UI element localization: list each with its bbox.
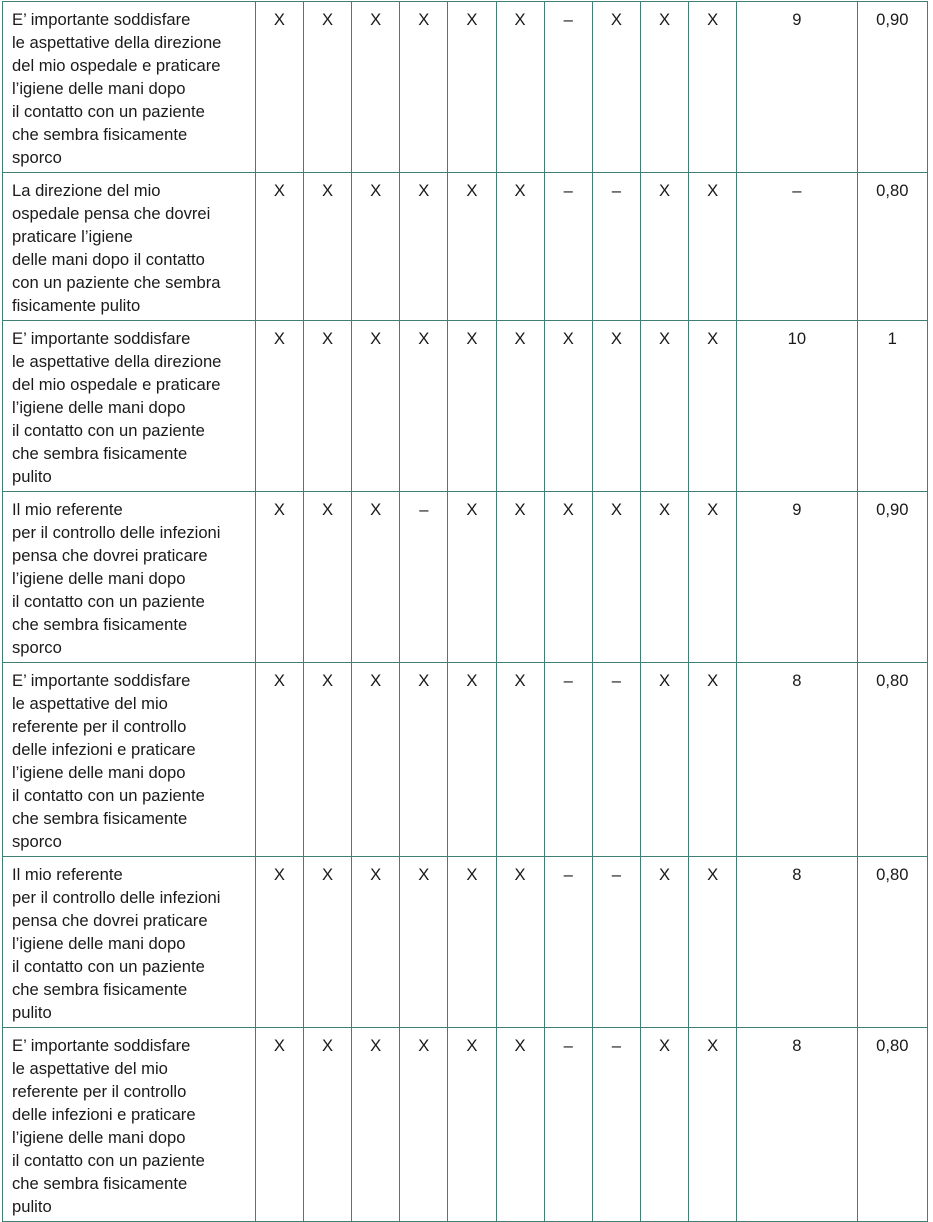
mark-cell: – [592, 1028, 640, 1222]
mark-cell: – [544, 173, 592, 321]
mark-cell: X [689, 857, 737, 1028]
ratio-cell: 0,80 [857, 857, 927, 1028]
mark-cell: X [400, 173, 448, 321]
mark-cell: X [640, 2, 688, 173]
mark-cell: X [448, 321, 496, 492]
mark-cell: X [303, 321, 351, 492]
mark-cell: X [689, 663, 737, 857]
total-cell: 8 [737, 1028, 857, 1222]
mark-cell: X [303, 2, 351, 173]
total-cell: 9 [737, 2, 857, 173]
mark-cell: X [640, 492, 688, 663]
mark-cell: X [640, 857, 688, 1028]
mark-cell: – [592, 173, 640, 321]
mark-cell: X [303, 492, 351, 663]
mark-cell: X [496, 492, 544, 663]
mark-cell: X [544, 321, 592, 492]
item-text: E’ importante soddisfare le aspettative del mio referente per il controllo delle infezioni e praticare l’igiene delle mani dopo il contatto con un paziente che sembra fisicamente sporco [3, 663, 256, 857]
ratio-cell: 0,80 [857, 173, 927, 321]
item-text: E’ importante soddisfare le aspettative della direzione del mio ospedale e praticare l’igiene delle mani dopo il contatto con un paziente che sembra fisicamente pulito [3, 321, 256, 492]
mark-cell: X [255, 663, 303, 857]
mark-cell: X [592, 321, 640, 492]
mark-cell: X [255, 173, 303, 321]
mark-cell: X [496, 1028, 544, 1222]
mark-cell: X [255, 2, 303, 173]
mark-cell: – [592, 857, 640, 1028]
mark-cell: X [689, 2, 737, 173]
mark-cell: X [689, 321, 737, 492]
mark-cell: X [592, 2, 640, 173]
item-text: Il mio referente per il controllo delle infezioni pensa che dovrei praticare l’igiene delle mani dopo il contatto con un paziente che sembra fisicamente pulito [3, 857, 256, 1028]
mark-cell: X [448, 173, 496, 321]
ratio-cell: 1 [857, 321, 927, 492]
mark-cell: X [400, 1028, 448, 1222]
mark-cell: X [303, 1028, 351, 1222]
mark-cell: X [352, 321, 400, 492]
mark-cell: X [448, 1028, 496, 1222]
ratio-cell: 0,80 [857, 1028, 927, 1222]
mark-cell: – [544, 857, 592, 1028]
mark-cell: X [255, 857, 303, 1028]
mark-cell: X [689, 492, 737, 663]
mark-cell: X [496, 2, 544, 173]
item-text: La direzione del mio ospedale pensa che dovrei praticare l’igiene delle mani dopo il contatto con un paziente che sembra fisicamente pulito [3, 173, 256, 321]
mark-cell: X [448, 857, 496, 1028]
total-cell: – [737, 173, 857, 321]
table-row [3, 2, 928, 173]
mark-cell: X [255, 492, 303, 663]
mark-cell: X [303, 173, 351, 321]
mark-cell: X [640, 1028, 688, 1222]
mark-cell: X [352, 2, 400, 173]
item-text: Il mio referente per il controllo delle infezioni pensa che dovrei praticare l’igiene delle mani dopo il contatto con un paziente che sembra fisicamente sporco [3, 492, 256, 663]
mark-cell: – [592, 663, 640, 857]
ratio-cell: 0,90 [857, 492, 927, 663]
mark-cell: X [448, 663, 496, 857]
mark-cell: X [496, 857, 544, 1028]
table-body [3, 2, 928, 1222]
mark-cell: X [689, 1028, 737, 1222]
item-text: E’ importante soddisfare le aspettative del mio referente per il controllo delle infezioni e praticare l’igiene delle mani dopo il contatto con un paziente che sembra fisicamente pulito [3, 1028, 256, 1222]
mark-cell: – [544, 2, 592, 173]
total-cell: 8 [737, 663, 857, 857]
total-cell: 10 [737, 321, 857, 492]
mark-cell: X [448, 2, 496, 173]
table-row [3, 663, 928, 857]
table-row [3, 1028, 928, 1222]
mark-cell: X [400, 321, 448, 492]
mark-cell: X [496, 321, 544, 492]
mark-cell: X [640, 321, 688, 492]
mark-cell: X [255, 321, 303, 492]
mark-cell: X [352, 857, 400, 1028]
mark-cell: X [352, 1028, 400, 1222]
mark-cell: X [352, 663, 400, 857]
mark-cell: X [448, 492, 496, 663]
mark-cell: X [544, 492, 592, 663]
mark-cell: X [400, 2, 448, 173]
mark-cell: X [400, 857, 448, 1028]
total-cell: 9 [737, 492, 857, 663]
data-table [2, 1, 928, 1222]
mark-cell: X [352, 492, 400, 663]
mark-cell: X [303, 663, 351, 857]
mark-cell: X [303, 857, 351, 1028]
mark-cell: – [400, 492, 448, 663]
mark-cell: X [496, 173, 544, 321]
mark-cell: X [255, 1028, 303, 1222]
table-row [3, 492, 928, 663]
mark-cell: X [689, 173, 737, 321]
mark-cell: X [352, 173, 400, 321]
mark-cell: X [592, 492, 640, 663]
mark-cell: X [400, 663, 448, 857]
mark-cell: – [544, 663, 592, 857]
table-row [3, 173, 928, 321]
mark-cell: X [640, 173, 688, 321]
total-cell: 8 [737, 857, 857, 1028]
mark-cell: X [496, 663, 544, 857]
table-row [3, 321, 928, 492]
table-row [3, 857, 928, 1028]
ratio-cell: 0,80 [857, 663, 927, 857]
ratio-cell: 0,90 [857, 2, 927, 173]
item-text: E’ importante soddisfare le aspettative della direzione del mio ospedale e praticare l’igiene delle mani dopo il contatto con un paziente che sembra fisicamente sporco [3, 2, 256, 173]
mark-cell: – [544, 1028, 592, 1222]
mark-cell: X [640, 663, 688, 857]
